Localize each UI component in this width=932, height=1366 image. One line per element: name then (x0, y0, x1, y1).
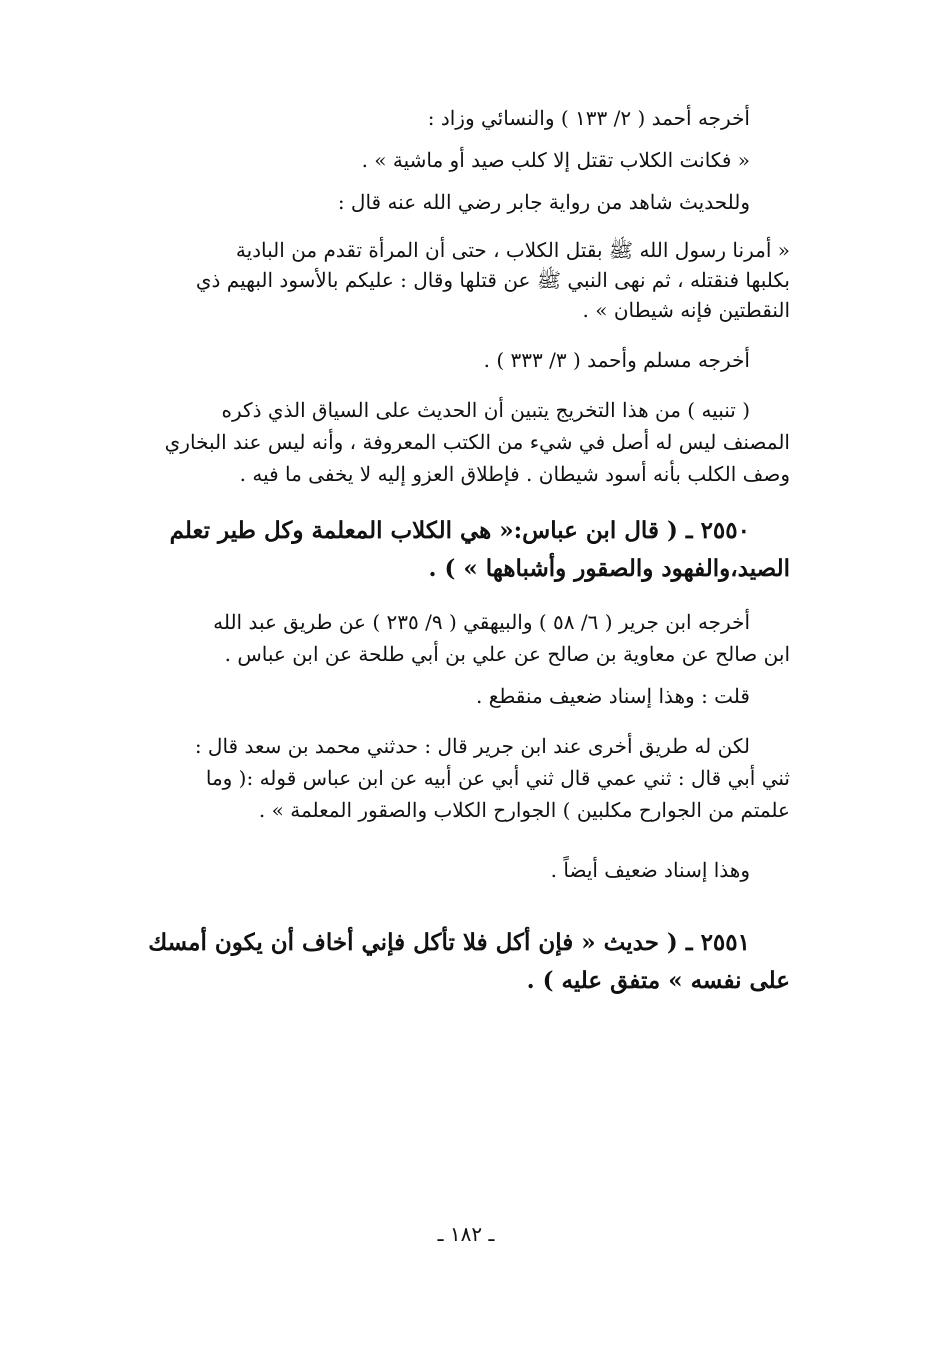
text-line: قلت : وهذا إسناد ضعيف منقطع . (476, 684, 750, 708)
text-line: لكن له طريق أخرى عند ابن جرير قال : حدثني محمد بن سعد قال : (194, 734, 750, 758)
heading-line: ٢٥٥٠ ـ ( قال ابن عباس:« هي الكلاب المعلمة وكل طير تعلم (169, 517, 750, 544)
text-line: المصنف ليس له أصل في شيء من الكتب المعروفة ، وأنه ليس عند البخاري (164, 430, 790, 454)
hadith-heading-2550 (100, 514, 790, 586)
text-line: « فكانت الكلاب تقتل إلا كلب صيد أو ماشية » . (361, 148, 750, 172)
text-line: علمتم من الجوارح مكلبين ) الجوارح الكلاب والصقور المعلمة » . (258, 798, 790, 822)
paragraph-jabir-hadith (100, 236, 790, 324)
text-line: أخرجه أحمد ( ٢/ ١٣٣ ) والنسائي وزاد : (427, 106, 750, 130)
text-line: أخرجه مسلم وأحمد ( ٣/ ٣٣٣ ) . (483, 348, 750, 372)
heading-line: ٢٥٥١ ـ ( حديث « فإن أكل فلا تأكل فإني أخاف أن يكون أمسك (148, 929, 750, 956)
paragraph-takhrij-muslim (100, 346, 790, 374)
hadith-heading-2551 (100, 926, 790, 998)
text-line: وصف الكلب بأنه أسود شيطان . فإطلاق العزو إليه لا يخفى ما فيه . (239, 462, 790, 486)
paragraph-also-weak (100, 856, 790, 884)
text-line: ( تنبيه ) من هذا التخريج يتبين أن الحديث على السياق الذي ذكره (221, 398, 750, 422)
paragraph-tanbih (100, 396, 790, 488)
text-line: ثني أبي قال : ثني عمي قال ثني أبي عن أبيه عن ابن عباس قوله :( وما (205, 766, 790, 790)
paragraph-other-route (100, 732, 790, 824)
text-line: بكلبها فنقتله ، ثم نهى النبي ﷺ عن قتلها وقال : عليكم بالأسود البهيم ذي (195, 268, 790, 292)
text-line: أخرجه ابن جرير ( ٦/ ٥٨ ) والبيهقي ( ٩/ ٢٣٥ ) عن طريق عبد الله (213, 610, 750, 634)
text-line: « أمرنا رسول الله ﷺ بقتل الكلاب ، حتى أن المرأة تقدم من البادية (235, 238, 790, 262)
text-line: ابن صالح عن معاوية بن صالح عن علي بن أبي طلحة عن ابن عباس . (224, 642, 790, 666)
text-line: النقطتين فإنه شيطان » . (582, 298, 790, 322)
paragraph-takhrij-ahmad (100, 104, 790, 216)
text-line: وهذا إسناد ضعيف أيضاً . (550, 858, 750, 882)
page-body (100, 104, 790, 998)
paragraph-takhrij-ibn-jarir (100, 608, 790, 668)
heading-line: على نفسه » متفق عليه ) . (526, 967, 790, 994)
heading-line: الصيد،والفهود والصقور وأشباهها » ) . (428, 555, 790, 582)
paragraph-qultu (100, 682, 790, 710)
text-line: وللحديث شاهد من رواية جابر رضي الله عنه قال : (337, 190, 750, 214)
page-number: ـ ١٨٢ ـ (437, 1222, 495, 1246)
